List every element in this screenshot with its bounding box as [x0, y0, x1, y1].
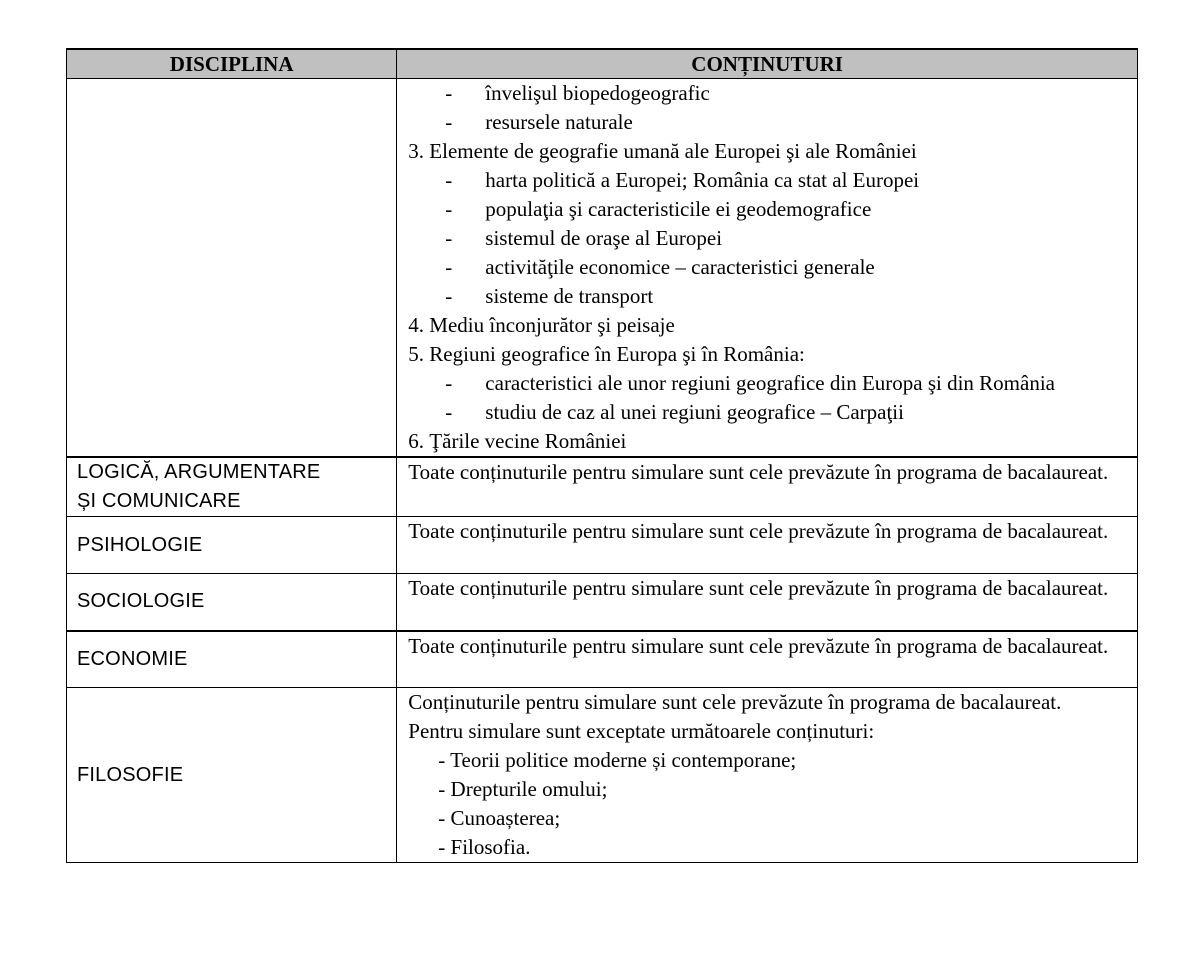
- section-heading: 4. Mediu înconjurător şi peisaje: [408, 313, 675, 337]
- table-row-filosofie: [67, 688, 1138, 863]
- table-row-geography: [67, 79, 1138, 458]
- section-heading: 3. Elemente de geografie umană ale Europei şi ale României: [408, 139, 917, 163]
- table-row-economie: [67, 631, 1138, 688]
- exception-item: - Cunoașterea;: [438, 806, 561, 830]
- bullet-item: - studiu de caz al unei regiuni geografice – Carpaţii: [445, 400, 904, 424]
- table-row-sociologie: [67, 574, 1138, 631]
- exception-item: - Teorii politice moderne și contemporane;: [438, 748, 797, 772]
- bullet-item: - populaţia şi caracteristicile ei geodemografice: [445, 197, 872, 221]
- bullet-item: - harta politică a Europei; România ca stat al Europei: [445, 168, 920, 192]
- bullet-item: - resursele naturale: [445, 110, 633, 134]
- discipline-cell: SOCIOLOGIE: [67, 574, 397, 631]
- contents-cell-geography: [397, 79, 1138, 458]
- header-contents: CONȚINUTURI: [397, 49, 1138, 79]
- section-heading: 5. Regiuni geografice în Europa şi în România:: [408, 342, 805, 366]
- contents-cell: Toate conținuturile pentru simulare sunt cele prevăzute în programa de bacalaureat.: [397, 457, 1138, 517]
- content-intro: Conținuturile pentru simulare sunt cele prevăzute în programa de bacalaureat.: [408, 690, 1062, 714]
- discipline-cell: PSIHOLOGIE: [67, 517, 397, 574]
- contents-cell: Toate conținuturile pentru simulare sunt cele prevăzute în programa de bacalaureat.: [397, 517, 1138, 574]
- contents-cell: [397, 688, 1138, 863]
- discipline-cell-empty: [67, 79, 397, 458]
- exceptions-label: Pentru simulare sunt exceptate următoarele conținuturi:: [408, 719, 875, 743]
- discipline-cell: FILOSOFIE: [67, 688, 397, 863]
- bullet-item: - activităţile economice – caracteristici generale: [445, 255, 875, 279]
- discipline-cell: [67, 457, 397, 517]
- contents-cell: Toate conținuturile pentru simulare sunt cele prevăzute în programa de bacalaureat.: [397, 631, 1138, 688]
- table-row-logica: [67, 457, 1138, 517]
- table-header-row: [67, 49, 1138, 79]
- curriculum-table: [66, 48, 1138, 863]
- contents-cell: Toate conținuturile pentru simulare sunt cele prevăzute în programa de bacalaureat.: [397, 574, 1138, 631]
- bullet-item: - sistemul de oraşe al Europei: [445, 226, 723, 250]
- exception-item: - Drepturile omului;: [438, 777, 608, 801]
- exception-item: - Filosofia.: [438, 835, 531, 859]
- table-row-psihologie: [67, 517, 1138, 574]
- discipline-name-line1: LOGICĂ, ARGUMENTARE: [77, 461, 321, 483]
- bullet-item: - caracteristici ale unor regiuni geografice din Europa şi din România: [445, 371, 1055, 395]
- header-discipline: DISCIPLINA: [67, 49, 397, 79]
- discipline-name-line2: ȘI COMUNICARE: [77, 490, 241, 512]
- bullet-item: - sisteme de transport: [445, 284, 654, 308]
- section-heading: 6. Ţările vecine României: [408, 429, 627, 453]
- discipline-cell: ECONOMIE: [67, 631, 397, 688]
- bullet-item: - învelişul biopedogeografic: [445, 81, 710, 105]
